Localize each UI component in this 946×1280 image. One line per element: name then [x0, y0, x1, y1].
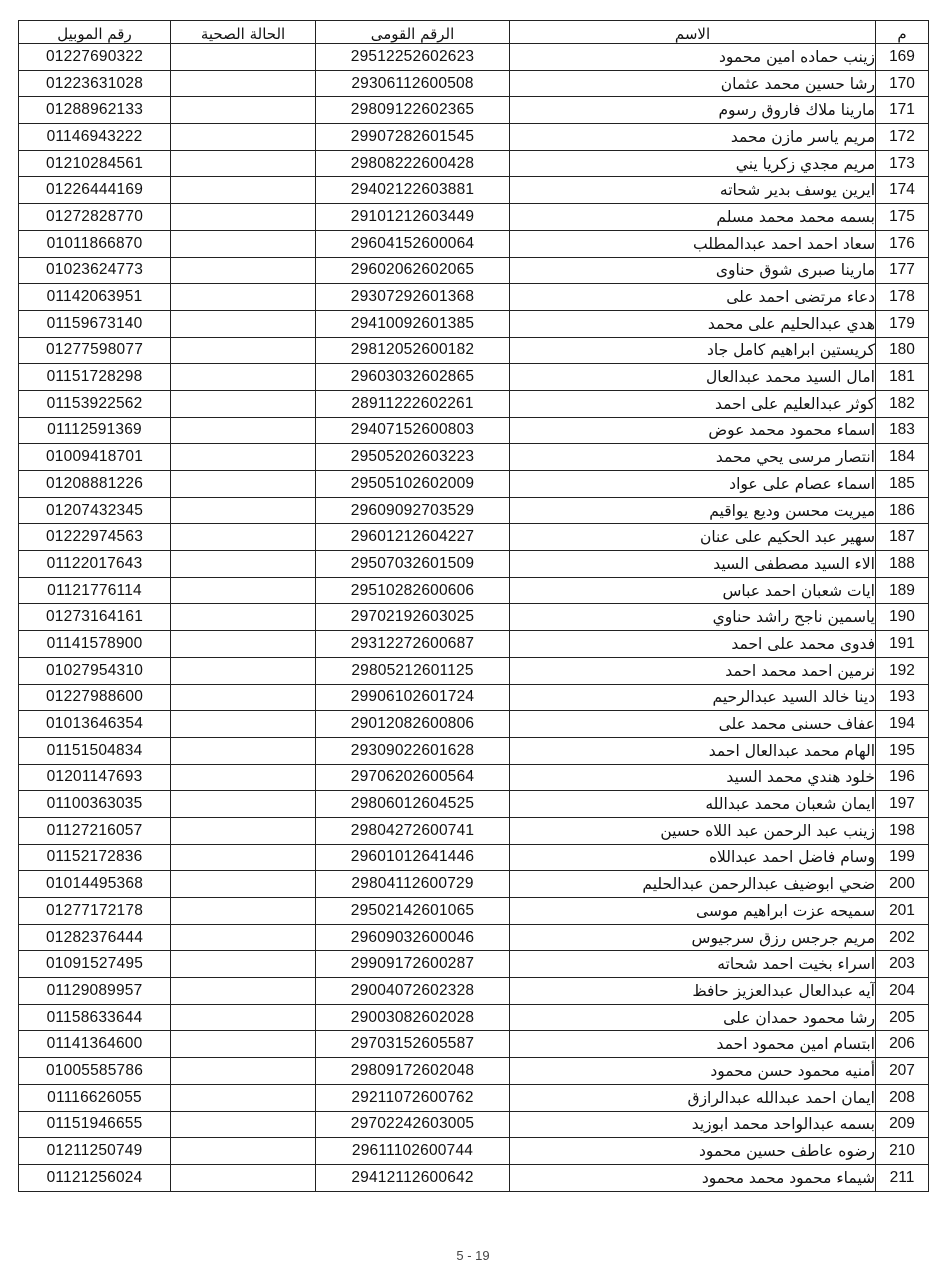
row-number: 200 — [876, 871, 929, 898]
person-name: بسمه عبدالواحد محمد ابوزيد — [510, 1111, 876, 1138]
table-row — [19, 444, 929, 471]
table-row — [19, 417, 929, 444]
mobile-number: 01223631028 — [19, 70, 171, 97]
table-row — [19, 364, 929, 391]
person-name: نرمين احمد محمد احمد — [510, 657, 876, 684]
health-status — [171, 44, 316, 71]
national-id: 29407152600803 — [316, 417, 510, 444]
mobile-number: 01122017643 — [19, 551, 171, 578]
row-number: 189 — [876, 577, 929, 604]
person-name: ايات شعبان احمد عباس — [510, 577, 876, 604]
national-id: 29410092601385 — [316, 310, 510, 337]
national-id: 29609032600046 — [316, 924, 510, 951]
mobile-number: 01227690322 — [19, 44, 171, 71]
table-row — [19, 817, 929, 844]
row-number: 194 — [876, 711, 929, 738]
mobile-number: 01100363035 — [19, 791, 171, 818]
row-number: 209 — [876, 1111, 929, 1138]
national-id: 29003082602028 — [316, 1004, 510, 1031]
row-number: 187 — [876, 524, 929, 551]
person-name: زينب عبد الرحمن عبد اللاه حسين — [510, 817, 876, 844]
row-number: 169 — [876, 44, 929, 71]
row-number: 197 — [876, 791, 929, 818]
person-name: كوثر عبدالعليم على احمد — [510, 390, 876, 417]
health-status — [171, 471, 316, 498]
health-status — [171, 1164, 316, 1191]
mobile-number: 01151504834 — [19, 737, 171, 764]
mobile-number: 01151728298 — [19, 364, 171, 391]
person-name: أمنيه محمود حسن محمود — [510, 1058, 876, 1085]
national-id: 29012082600806 — [316, 711, 510, 738]
mobile-number: 01141364600 — [19, 1031, 171, 1058]
health-status — [171, 337, 316, 364]
person-name: ايمان احمد عبدالله عبدالرازق — [510, 1084, 876, 1111]
national-id: 29601012641446 — [316, 844, 510, 871]
mobile-number: 01273164161 — [19, 604, 171, 631]
health-status — [171, 204, 316, 231]
health-status — [171, 230, 316, 257]
table-row — [19, 737, 929, 764]
mobile-number: 01210284561 — [19, 150, 171, 177]
person-name: رضوه عاطف حسين محمود — [510, 1138, 876, 1165]
person-name: سهير عبد الحكيم على عنان — [510, 524, 876, 551]
row-number: 181 — [876, 364, 929, 391]
person-name: ميريت محسن وديع يواقيم — [510, 497, 876, 524]
health-status — [171, 577, 316, 604]
person-name: ضحي ابوضيف عبدالرحمن عبدالحليم — [510, 871, 876, 898]
row-number: 206 — [876, 1031, 929, 1058]
health-status — [171, 791, 316, 818]
national-id: 29307292601368 — [316, 284, 510, 311]
person-name: كريستين ابراهيم كامل جاد — [510, 337, 876, 364]
mobile-number: 01127216057 — [19, 817, 171, 844]
national-id: 29512252602623 — [316, 44, 510, 71]
national-id: 29907282601545 — [316, 124, 510, 151]
table-row — [19, 1031, 929, 1058]
person-name: دعاء مرتضى احمد على — [510, 284, 876, 311]
person-name: ياسمين ناجح راشد حناوي — [510, 604, 876, 631]
table-row — [19, 1004, 929, 1031]
national-id: 29604152600064 — [316, 230, 510, 257]
health-status — [171, 684, 316, 711]
row-number: 204 — [876, 978, 929, 1005]
person-name: امال السيد محمد عبدالعال — [510, 364, 876, 391]
health-status — [171, 1111, 316, 1138]
person-name: هدي عبدالحليم على محمد — [510, 310, 876, 337]
header-number: م — [876, 21, 929, 44]
health-status — [171, 951, 316, 978]
national-id: 29412112600642 — [316, 1164, 510, 1191]
health-status — [171, 711, 316, 738]
mobile-number: 01129089957 — [19, 978, 171, 1005]
national-id: 29211072600762 — [316, 1084, 510, 1111]
row-number: 176 — [876, 230, 929, 257]
national-id: 28911222602261 — [316, 390, 510, 417]
mobile-number: 01201147693 — [19, 764, 171, 791]
mobile-number: 01208881226 — [19, 471, 171, 498]
header-health-status: الحالة الصحية — [171, 21, 316, 44]
national-id: 29702242603005 — [316, 1111, 510, 1138]
health-status — [171, 551, 316, 578]
mobile-number: 01207432345 — [19, 497, 171, 524]
health-status — [171, 657, 316, 684]
health-status — [171, 97, 316, 124]
health-status — [171, 524, 316, 551]
table-row — [19, 631, 929, 658]
table-row — [19, 844, 929, 871]
row-number: 207 — [876, 1058, 929, 1085]
health-status — [171, 364, 316, 391]
person-name: فدوى محمد على احمد — [510, 631, 876, 658]
table-row — [19, 1111, 929, 1138]
table-row — [19, 1138, 929, 1165]
mobile-number: 01159673140 — [19, 310, 171, 337]
page-number: 5 - 19 — [456, 1248, 490, 1263]
table-row — [19, 310, 929, 337]
person-name: الهام محمد عبدالعال احمد — [510, 737, 876, 764]
health-status — [171, 1138, 316, 1165]
person-name: الاء السيد مصطفى السيد — [510, 551, 876, 578]
row-number: 172 — [876, 124, 929, 151]
table-row — [19, 44, 929, 71]
mobile-number: 01151946655 — [19, 1111, 171, 1138]
national-id: 29804272600741 — [316, 817, 510, 844]
mobile-number: 01121256024 — [19, 1164, 171, 1191]
national-id: 29702192603025 — [316, 604, 510, 631]
row-number: 191 — [876, 631, 929, 658]
row-number: 211 — [876, 1164, 929, 1191]
table-row — [19, 951, 929, 978]
national-id: 29706202600564 — [316, 764, 510, 791]
header-national-id: الرقم القومى — [316, 21, 510, 44]
health-status — [171, 631, 316, 658]
table-row — [19, 471, 929, 498]
row-number: 196 — [876, 764, 929, 791]
header-name: الاسم — [510, 21, 876, 44]
person-name: بسمه محمد محمد مسلم — [510, 204, 876, 231]
table-row — [19, 684, 929, 711]
person-name: دينا خالد السيد عبدالرحيم — [510, 684, 876, 711]
mobile-number: 01121776114 — [19, 577, 171, 604]
table-row — [19, 711, 929, 738]
header-row — [19, 21, 929, 44]
national-id: 29004072602328 — [316, 978, 510, 1005]
table-row — [19, 284, 929, 311]
national-id: 29309022601628 — [316, 737, 510, 764]
row-number: 192 — [876, 657, 929, 684]
table-row — [19, 337, 929, 364]
health-status — [171, 257, 316, 284]
table-row — [19, 97, 929, 124]
national-id: 29806012604525 — [316, 791, 510, 818]
mobile-number: 01288962133 — [19, 97, 171, 124]
table-row — [19, 204, 929, 231]
mobile-number: 01142063951 — [19, 284, 171, 311]
health-status — [171, 284, 316, 311]
person-name: سميحه عزت ابراهيم موسى — [510, 898, 876, 925]
national-id: 29804112600729 — [316, 871, 510, 898]
row-number: 201 — [876, 898, 929, 925]
national-id: 29805212601125 — [316, 657, 510, 684]
row-number: 195 — [876, 737, 929, 764]
row-number: 185 — [876, 471, 929, 498]
row-number: 190 — [876, 604, 929, 631]
table-row — [19, 764, 929, 791]
national-id: 29808222600428 — [316, 150, 510, 177]
person-name: رشا حسين محمد عثمان — [510, 70, 876, 97]
person-name: مارينا صبرى شوق حناوى — [510, 257, 876, 284]
mobile-number: 01023624773 — [19, 257, 171, 284]
mobile-number: 01146943222 — [19, 124, 171, 151]
health-status — [171, 604, 316, 631]
table-row — [19, 177, 929, 204]
table-row — [19, 791, 929, 818]
row-number: 210 — [876, 1138, 929, 1165]
person-name: ايمان شعبان محمد عبدالله — [510, 791, 876, 818]
table-row — [19, 978, 929, 1005]
table-row — [19, 657, 929, 684]
person-name: انتصار مرسى يحي محمد — [510, 444, 876, 471]
table-row — [19, 577, 929, 604]
mobile-number: 01153922562 — [19, 390, 171, 417]
person-name: مارينا ملاك فاروق رسوم — [510, 97, 876, 124]
person-name: مريم مجدي زكريا يني — [510, 150, 876, 177]
health-status — [171, 1004, 316, 1031]
health-status — [171, 417, 316, 444]
person-name: مريم جرجس رزق سرجيوس — [510, 924, 876, 951]
health-status — [171, 390, 316, 417]
national-id: 29906102601724 — [316, 684, 510, 711]
row-number: 203 — [876, 951, 929, 978]
table-row — [19, 230, 929, 257]
row-number: 182 — [876, 390, 929, 417]
mobile-number: 01152172836 — [19, 844, 171, 871]
mobile-number: 01277598077 — [19, 337, 171, 364]
person-name: رشا محمود حمدان على — [510, 1004, 876, 1031]
row-number: 178 — [876, 284, 929, 311]
table-row — [19, 1058, 929, 1085]
mobile-number: 01227988600 — [19, 684, 171, 711]
national-id: 29502142601065 — [316, 898, 510, 925]
health-status — [171, 124, 316, 151]
health-status — [171, 310, 316, 337]
row-number: 184 — [876, 444, 929, 471]
health-status — [171, 871, 316, 898]
health-status — [171, 978, 316, 1005]
mobile-number: 01272828770 — [19, 204, 171, 231]
health-status — [171, 444, 316, 471]
table-row — [19, 524, 929, 551]
table-header — [19, 21, 929, 44]
person-name: شيماء محمود محمد محمود — [510, 1164, 876, 1191]
header-mobile: رقم الموبيل — [19, 21, 171, 44]
mobile-number: 01005585786 — [19, 1058, 171, 1085]
mobile-number: 01282376444 — [19, 924, 171, 951]
national-id: 29603032602865 — [316, 364, 510, 391]
national-id: 29505102602009 — [316, 471, 510, 498]
table-row — [19, 1164, 929, 1191]
health-status — [171, 1084, 316, 1111]
health-status — [171, 898, 316, 925]
national-id: 29101212603449 — [316, 204, 510, 231]
person-name: آيه عبدالعال عبدالعزيز حافظ — [510, 978, 876, 1005]
national-id: 29611102600744 — [316, 1138, 510, 1165]
roster-table — [18, 20, 929, 1192]
table-row — [19, 1084, 929, 1111]
national-id: 29312272600687 — [316, 631, 510, 658]
mobile-number: 01277172178 — [19, 898, 171, 925]
health-status — [171, 1058, 316, 1085]
national-id: 29812052600182 — [316, 337, 510, 364]
national-id: 29507032601509 — [316, 551, 510, 578]
row-number: 199 — [876, 844, 929, 871]
national-id: 29703152605587 — [316, 1031, 510, 1058]
row-number: 208 — [876, 1084, 929, 1111]
person-name: ابتسام امين محمود احمد — [510, 1031, 876, 1058]
mobile-number: 01009418701 — [19, 444, 171, 471]
mobile-number: 01226444169 — [19, 177, 171, 204]
person-name: اسراء بخيت احمد شحاته — [510, 951, 876, 978]
health-status — [171, 177, 316, 204]
row-number: 198 — [876, 817, 929, 844]
person-name: زينب حماده امين محمود — [510, 44, 876, 71]
health-status — [171, 817, 316, 844]
person-name: ايرين يوسف بدير شحاته — [510, 177, 876, 204]
mobile-number: 01112591369 — [19, 417, 171, 444]
person-name: اسماء عصام على عواد — [510, 471, 876, 498]
national-id: 29505202603223 — [316, 444, 510, 471]
national-id: 29609092703529 — [316, 497, 510, 524]
table-row — [19, 390, 929, 417]
national-id: 29306112600508 — [316, 70, 510, 97]
mobile-number: 01222974563 — [19, 524, 171, 551]
table-row — [19, 924, 929, 951]
national-id: 29601212604227 — [316, 524, 510, 551]
national-id: 29402122603881 — [316, 177, 510, 204]
national-id: 29909172600287 — [316, 951, 510, 978]
mobile-number: 01014495368 — [19, 871, 171, 898]
row-number: 205 — [876, 1004, 929, 1031]
table-row — [19, 898, 929, 925]
mobile-number: 01141578900 — [19, 631, 171, 658]
row-number: 175 — [876, 204, 929, 231]
health-status — [171, 1031, 316, 1058]
person-name: سعاد احمد احمد عبدالمطلب — [510, 230, 876, 257]
table-body — [19, 44, 929, 1192]
table-row — [19, 497, 929, 524]
mobile-number: 01011866870 — [19, 230, 171, 257]
row-number: 177 — [876, 257, 929, 284]
row-number: 186 — [876, 497, 929, 524]
table-row — [19, 551, 929, 578]
table-row — [19, 257, 929, 284]
row-number: 188 — [876, 551, 929, 578]
health-status — [171, 764, 316, 791]
row-number: 180 — [876, 337, 929, 364]
person-name: وسام فاضل احمد عبداللاه — [510, 844, 876, 871]
row-number: 193 — [876, 684, 929, 711]
health-status — [171, 737, 316, 764]
row-number: 202 — [876, 924, 929, 951]
health-status — [171, 924, 316, 951]
national-id: 29809172602048 — [316, 1058, 510, 1085]
table-row — [19, 604, 929, 631]
national-id: 29602062602065 — [316, 257, 510, 284]
mobile-number: 01013646354 — [19, 711, 171, 738]
person-name: مريم ياسر مازن محمد — [510, 124, 876, 151]
health-status — [171, 844, 316, 871]
health-status — [171, 150, 316, 177]
person-name: اسماء محمود محمد عوض — [510, 417, 876, 444]
row-number: 179 — [876, 310, 929, 337]
row-number: 173 — [876, 150, 929, 177]
row-number: 170 — [876, 70, 929, 97]
health-status — [171, 497, 316, 524]
national-id: 29510282600606 — [316, 577, 510, 604]
health-status — [171, 70, 316, 97]
table-row — [19, 124, 929, 151]
mobile-number: 01027954310 — [19, 657, 171, 684]
mobile-number: 01116626055 — [19, 1084, 171, 1111]
person-name: خلود هندي محمد السيد — [510, 764, 876, 791]
mobile-number: 01091527495 — [19, 951, 171, 978]
row-number: 171 — [876, 97, 929, 124]
row-number: 183 — [876, 417, 929, 444]
national-id: 29809122602365 — [316, 97, 510, 124]
table-row — [19, 70, 929, 97]
mobile-number: 01158633644 — [19, 1004, 171, 1031]
person-name: عفاف حسنى محمد على — [510, 711, 876, 738]
table-row — [19, 871, 929, 898]
table-row — [19, 150, 929, 177]
row-number: 174 — [876, 177, 929, 204]
mobile-number: 01211250749 — [19, 1138, 171, 1165]
